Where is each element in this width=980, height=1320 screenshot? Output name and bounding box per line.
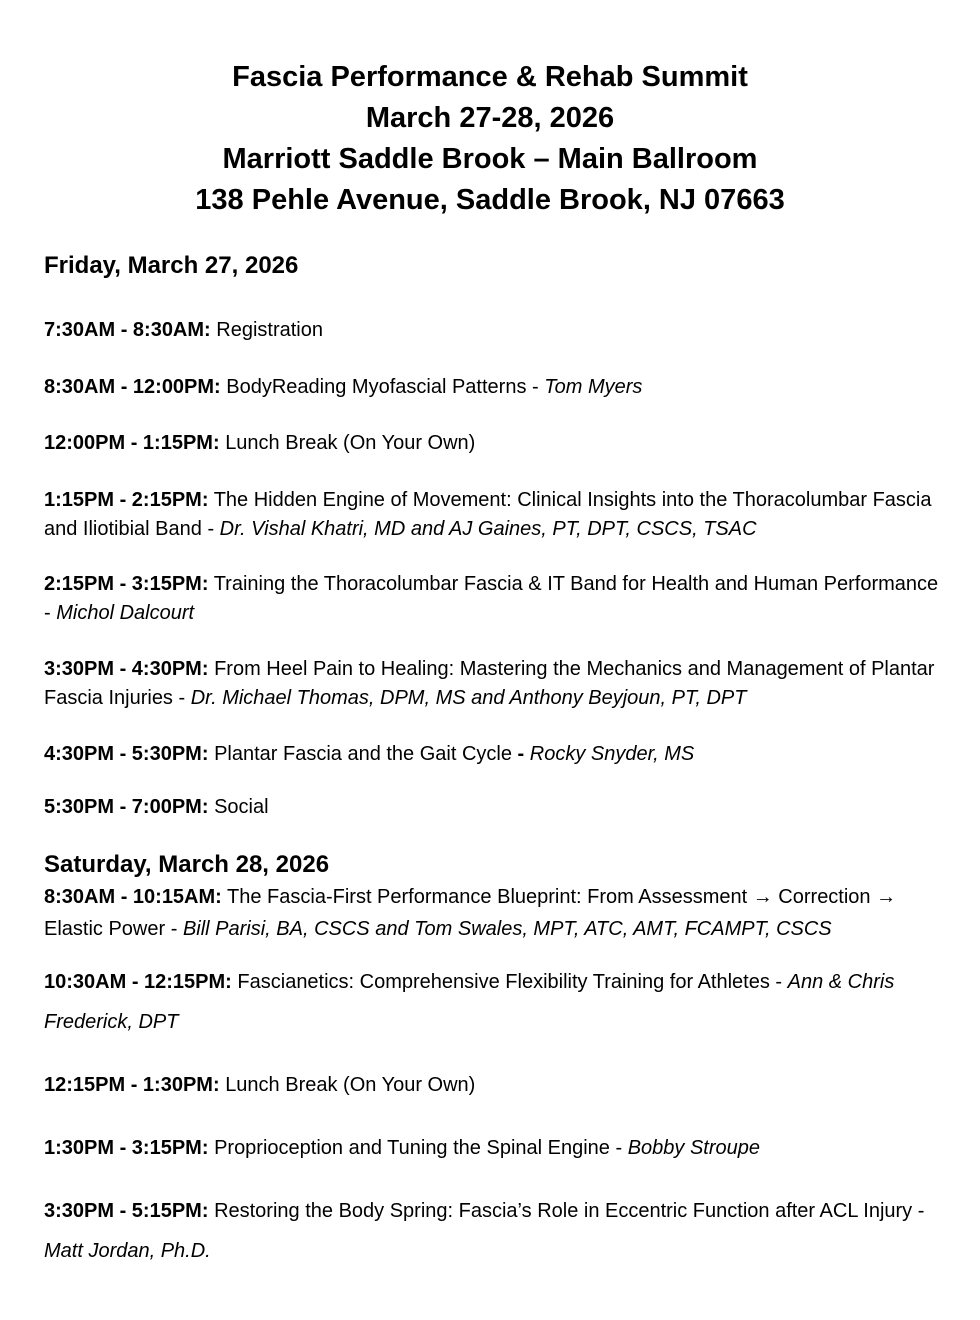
- session-title: Lunch Break (On Your Own): [225, 1074, 476, 1096]
- session-entry: [44, 570, 944, 627]
- session-separator: -: [526, 376, 545, 398]
- session-title: Social: [214, 796, 269, 818]
- session-entry: [44, 655, 944, 712]
- session-entry: [44, 316, 944, 345]
- session-time: 4:30PM - 5:30PM:: [44, 743, 209, 765]
- session-separator: -: [609, 1137, 628, 1159]
- session-separator: -: [172, 686, 191, 709]
- session-title: From Heel Pain to Healing: Mastering the Mechanics and Management of Plantar Fascia Injuries: [44, 658, 935, 709]
- session-speaker: Tom Myers: [544, 376, 643, 398]
- event-venue: Marriott Saddle Brook – Main Ballroom: [222, 143, 758, 175]
- session-entry: [44, 429, 944, 458]
- session-time: 7:30AM - 8:30AM:: [44, 319, 211, 341]
- session-entry: [44, 793, 944, 822]
- event-title: Fascia Performance & Rehab Summit: [232, 61, 748, 93]
- session-speaker: Dr. Vishal Khatri, MD and AJ Gaines, PT, DPT, CSCS, TSAC: [219, 517, 757, 540]
- session-time: 3:30PM - 4:30PM:: [44, 658, 209, 680]
- session-title: Registration: [216, 319, 323, 341]
- session-separator: -: [912, 1200, 925, 1222]
- session-separator: -: [44, 601, 57, 624]
- session-time: 1:15PM - 2:15PM:: [44, 489, 209, 511]
- session-speaker: Ann & Chris Frederick, DPT: [44, 971, 895, 1033]
- session-entry: [44, 486, 944, 543]
- session-title: Restoring the Body Spring: Fascia’s Role in Eccentric Function after ACL Injury: [214, 1200, 913, 1222]
- session-entry: [44, 1134, 944, 1163]
- session-time: 10:30AM - 12:15PM:: [44, 971, 232, 993]
- session-title: Proprioception and Tuning the Spinal Engine: [214, 1137, 610, 1159]
- session-entry: [44, 882, 944, 945]
- session-separator: -: [511, 743, 530, 765]
- session-time: 8:30AM - 12:00PM:: [44, 376, 221, 398]
- session-time: 5:30PM - 7:00PM:: [44, 796, 209, 818]
- session-speaker: Bobby Stroupe: [627, 1137, 761, 1159]
- session-time: 12:00PM - 1:15PM:: [44, 432, 220, 454]
- session-speaker: Rocky Snyder, MS: [529, 743, 695, 765]
- session-title: Fascianetics: Comprehensive Flexibility Training for Athletes: [237, 971, 770, 993]
- event-header: [0, 57, 980, 221]
- day-heading-friday: Friday, March 27, 2026: [44, 252, 299, 279]
- session-entry: [44, 740, 944, 769]
- session-title: BodyReading Myofascial Patterns: [226, 376, 527, 398]
- event-address: 138 Pehle Avenue, Saddle Brook, NJ 07663: [195, 184, 785, 216]
- session-time: 8:30AM - 10:15AM:: [44, 886, 222, 908]
- session-time: 3:30PM - 5:15PM:: [44, 1200, 209, 1222]
- session-title: Plantar Fascia and the Gait Cycle: [214, 743, 512, 765]
- session-separator: -: [165, 917, 183, 940]
- session-separator: -: [769, 971, 788, 993]
- session-entry: [44, 962, 944, 1042]
- day-heading-saturday: Saturday, March 28, 2026: [44, 851, 330, 878]
- session-speaker: Matt Jordan, Ph.D.: [44, 1240, 211, 1262]
- session-time: 2:15PM - 3:15PM:: [44, 573, 209, 595]
- session-time: 12:15PM - 1:30PM:: [44, 1074, 220, 1096]
- session-title: Lunch Break (On Your Own): [225, 432, 476, 454]
- session-entry: [44, 373, 944, 402]
- session-separator: -: [201, 517, 220, 540]
- session-title: The Fascia-First Performance Blueprint: From Assessment → Correction → Elastic Power: [44, 886, 897, 940]
- session-speaker: Michol Dalcourt: [56, 601, 195, 624]
- session-entry: [44, 1191, 944, 1271]
- session-title: The Hidden Engine of Movement: Clinical Insights into the Thoracolumbar Fascia and Iliotibial Band: [44, 489, 932, 540]
- session-title: Training the Thoracolumbar Fascia & IT Band for Health and Human Performance: [213, 573, 939, 595]
- session-speaker: Bill Parisi, BA, CSCS and Tom Swales, MPT, ATC, AMT, FCAMPT, CSCS: [182, 917, 832, 940]
- session-time: 1:30PM - 3:15PM:: [44, 1137, 209, 1159]
- session-speaker: Dr. Michael Thomas, DPM, MS and Anthony Beyjoun, PT, DPT: [190, 686, 747, 709]
- event-dates: March 27-28, 2026: [365, 102, 615, 134]
- session-entry: [44, 1071, 944, 1100]
